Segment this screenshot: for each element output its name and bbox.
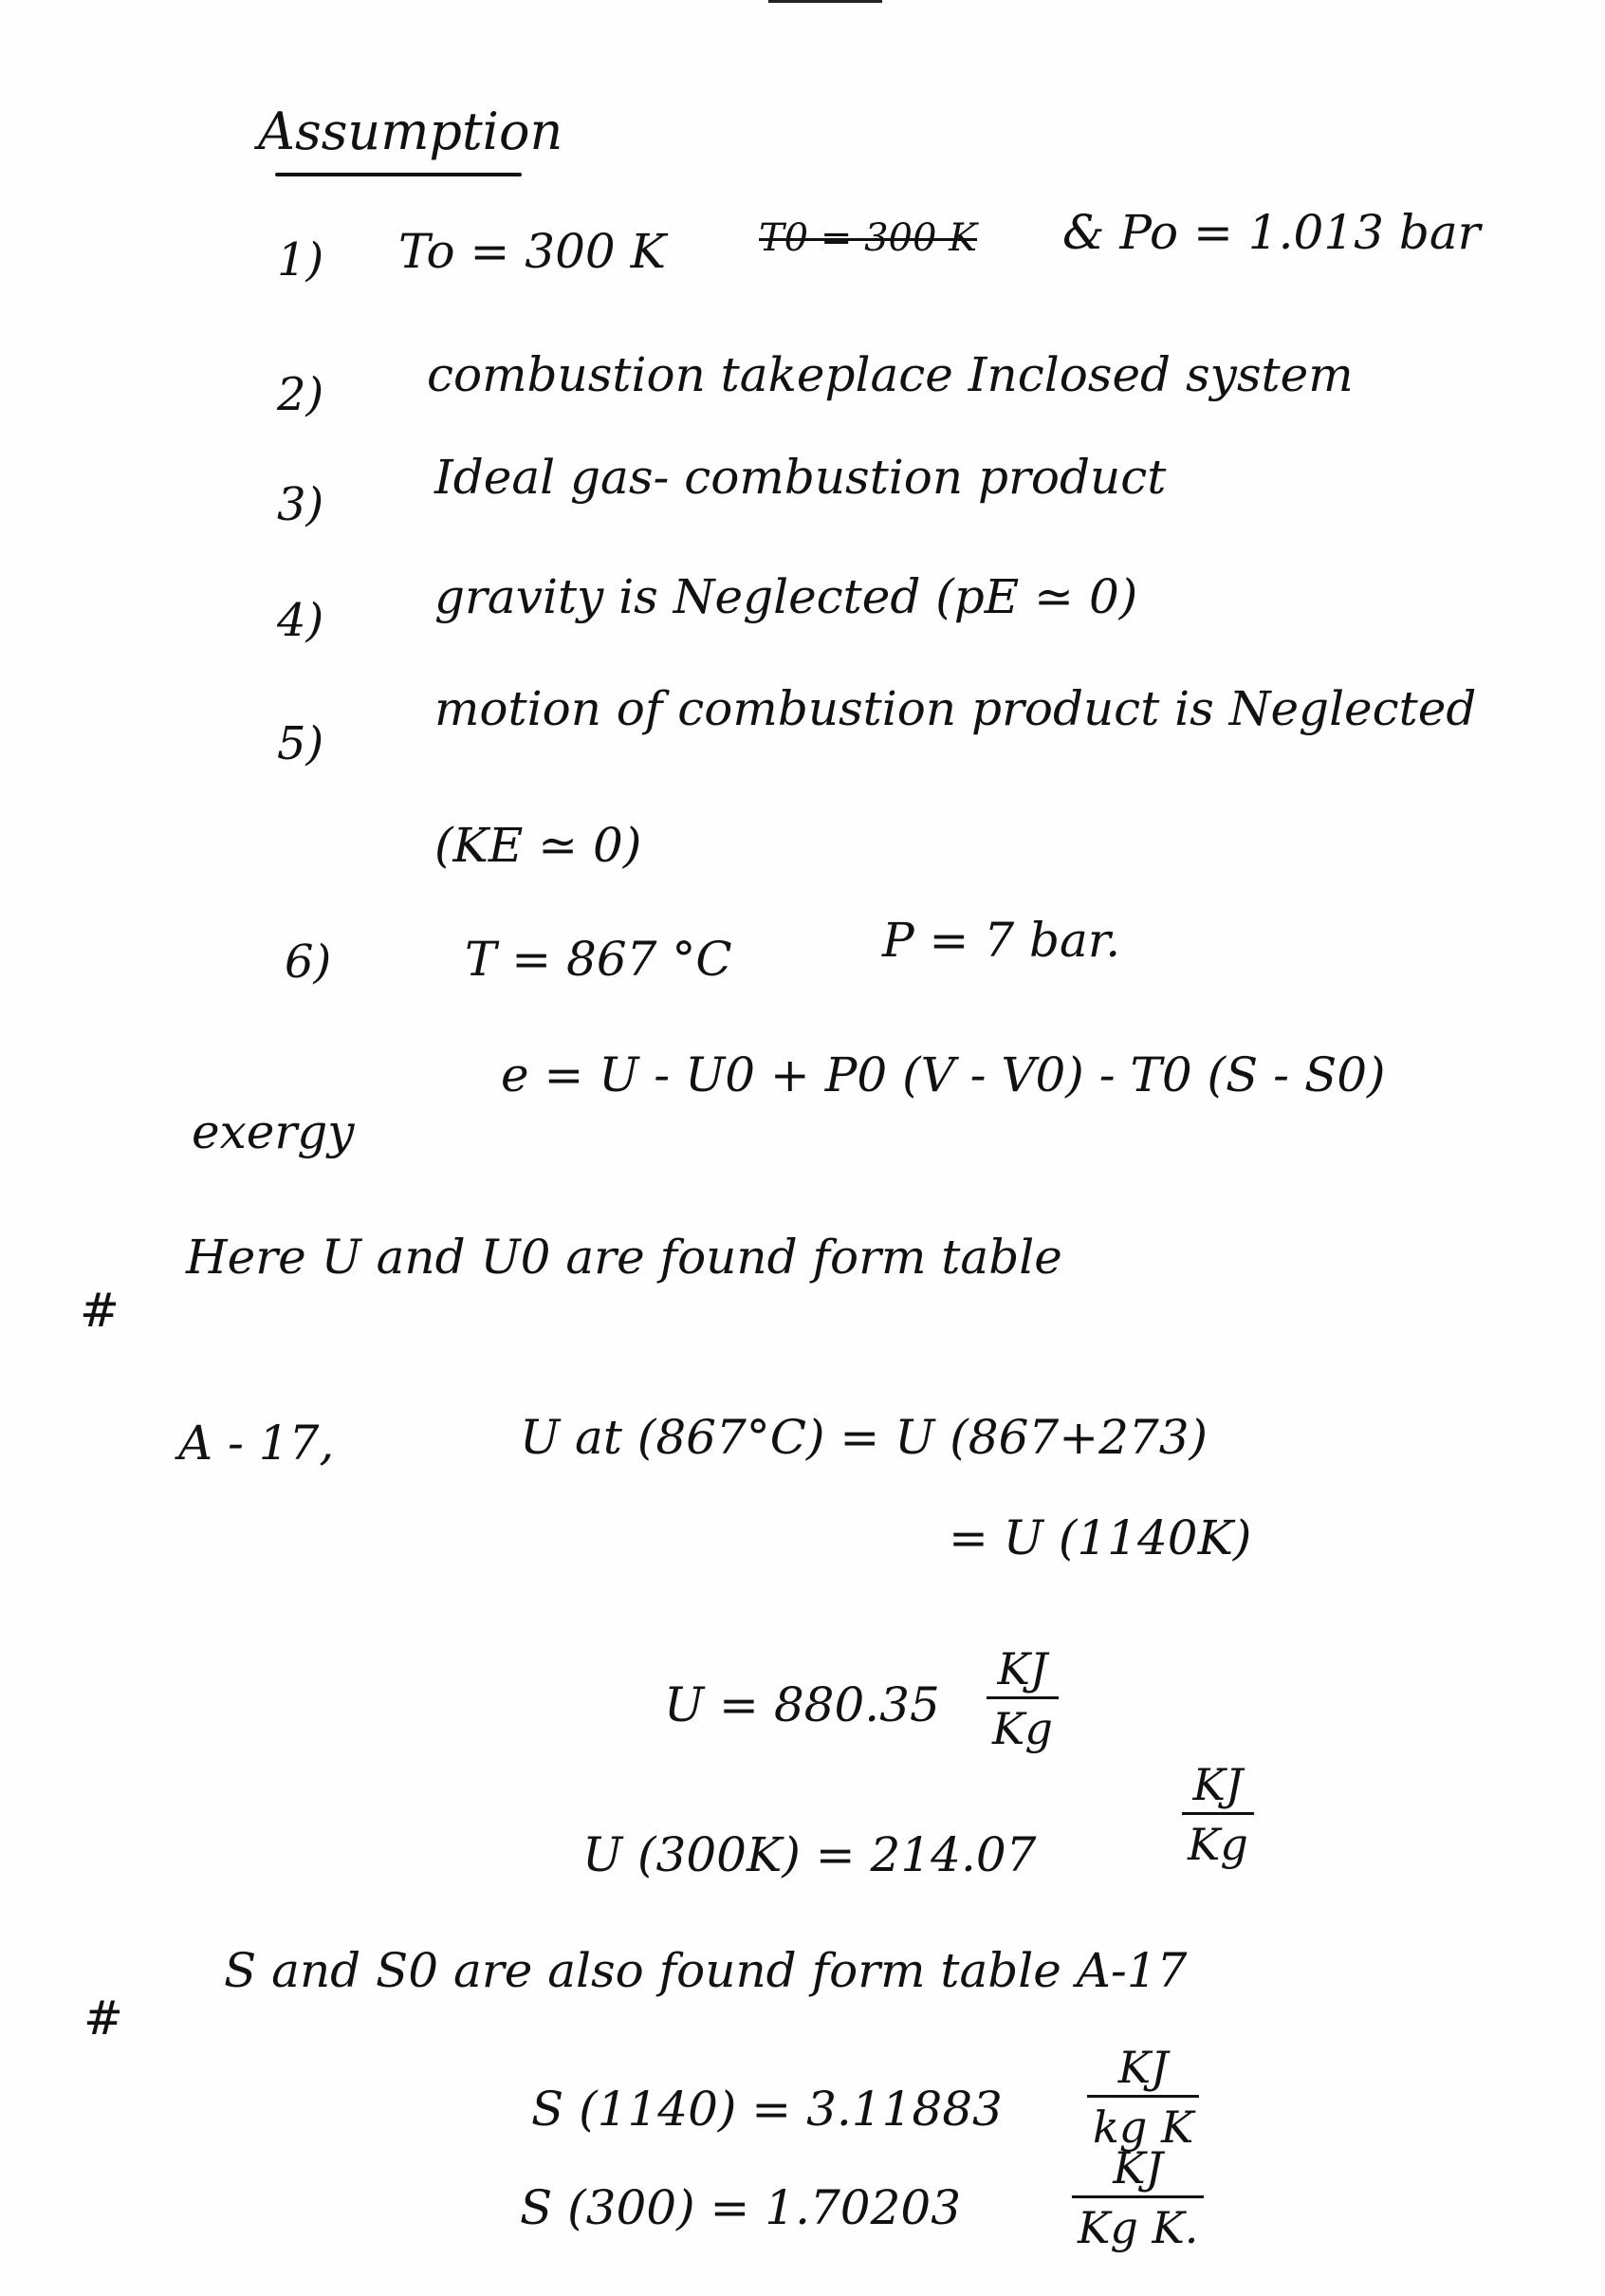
u-unit-bar (987, 1696, 1059, 1699)
s-section-text: S and S0 are also found form table A-17 (224, 1943, 1188, 1998)
table-reference: A - 17, (178, 1416, 335, 1471)
here-text: Here U and U0 are found form table (186, 1230, 1062, 1285)
top-edge-mark (768, 0, 882, 3)
assumption-3-number: 3) (277, 478, 324, 531)
u-1140k-line: = U (1140K) (949, 1510, 1252, 1565)
assumption-1-number: 1) (277, 233, 324, 287)
u300-unit-denominator: Kg (1188, 1819, 1248, 1870)
assumption-1-text: To = 300 K (398, 224, 666, 279)
s1140-unit-numerator: KJ (1117, 2042, 1169, 2093)
u-unit-fraction (987, 1643, 1059, 1754)
assumption-5-text: motion of combustion product is Neglected (434, 681, 1477, 736)
exergy-equation: e = U - U0 + P0 (V - V0) - T0 (S - S0) (501, 1047, 1386, 1102)
u300-unit-bar (1182, 1812, 1254, 1815)
u300-unit-numerator: KJ (1192, 1759, 1244, 1810)
u-unit-denominator: Kg (992, 1703, 1053, 1754)
assumption-4-text: gravity is Neglected (pE ≃ 0) (434, 569, 1138, 624)
s300-unit-fraction (1072, 2142, 1204, 2253)
assumption-6-number: 6) (285, 935, 332, 989)
u-unit-numerator: KJ (997, 1643, 1048, 1694)
exergy-label: exergy (192, 1104, 355, 1159)
assumption-6-temperature: T = 867 °C (465, 932, 732, 987)
s1140-unit-fraction (1087, 2042, 1199, 2153)
assumption-1-tail: & Po = 1.013 bar (1062, 205, 1481, 260)
s300-unit-numerator: KJ (1113, 2142, 1164, 2194)
s-section-marker: # (83, 1990, 123, 2046)
assumption-5-ke: (KE ≃ 0) (434, 818, 642, 873)
assumption-5-number: 5) (277, 717, 324, 770)
heading-assumption: Assumption (258, 102, 563, 161)
here-marker: # (80, 1283, 120, 1338)
s-300-value: S (300) = 1.70203 (520, 2180, 962, 2235)
u300-unit-fraction (1182, 1759, 1254, 1870)
assumption-1-crossed-out: T0 = 300 K (759, 216, 978, 260)
assumption-6-pressure: P = 7 bar. (882, 913, 1121, 968)
u-300k-value: U (300K) = 214.07 (582, 1827, 1037, 1882)
assumption-4-number: 4) (277, 594, 324, 647)
s1140-unit-denominator: kg K (1093, 2102, 1194, 2153)
heading-underline (275, 173, 522, 176)
assumption-2-number: 2) (277, 368, 324, 421)
s-1140-value: S (1140) = 3.11883 (531, 2082, 1003, 2137)
assumption-3-text: Ideal gas- combustion product (434, 450, 1167, 505)
s300-unit-bar (1072, 2195, 1204, 2198)
s1140-unit-bar (1087, 2095, 1199, 2098)
u-value: U = 880.35 (664, 1677, 940, 1732)
u-at-867-line: U at (867°C) = U (867+273) (520, 1410, 1208, 1465)
s300-unit-denominator: Kg K. (1078, 2202, 1199, 2253)
assumption-2-text: combustion takeplace Inclosed system (427, 347, 1354, 402)
